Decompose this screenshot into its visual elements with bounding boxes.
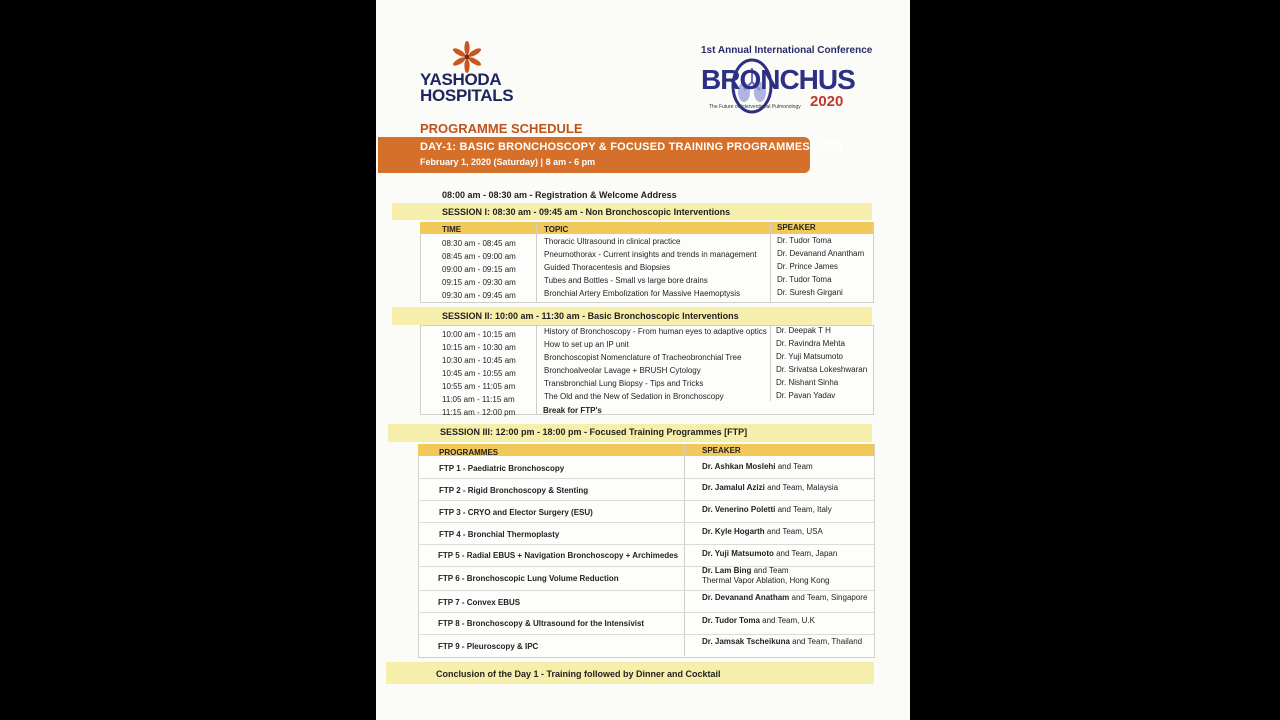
header-programmes: PROGRAMMES [439, 448, 499, 457]
session2-title: SESSION II: 10:00 am - 11:30 am - Basic Bronchoscopic Interventions [442, 311, 739, 321]
speaker-detail: and Team [751, 566, 789, 575]
ftp-speaker [702, 483, 838, 492]
header-topic: TOPIC [544, 225, 569, 234]
speaker-cell: Dr. Pavan Yadav [776, 391, 836, 400]
ftp-speaker [702, 505, 832, 514]
time-cell: 11:05 am - 11:15 am [442, 395, 515, 404]
topic-cell: Tubes and Bottles - Small vs large bore drains [544, 276, 708, 285]
speaker-name: Dr. Devanand Anatham [702, 593, 790, 602]
row-divider [418, 522, 874, 523]
topic-cell: History of Bronchoscopy - From human eyes to adaptive optics [544, 327, 767, 336]
ftp-programme: FTP 9 - Pleuroscopy & IPC [438, 642, 539, 651]
conference-tagline: The Future of Interventional Pulmonology [709, 104, 801, 110]
topic-cell: Transbronchial Lung Biopsy - Tips and Tricks [544, 379, 704, 388]
conclusion-text: Conclusion of the Day 1 - Training followed by Dinner and Cocktail [436, 669, 721, 679]
divider [684, 444, 685, 656]
day-date: February 1, 2020 (Saturday) | 8 am - 6 pm [420, 157, 596, 167]
header-speaker: SPEAKER [777, 223, 816, 232]
topic-cell: Thoracic Ultrasound in clinical practice [544, 237, 681, 246]
time-cell: 08:45 am - 09:00 am [442, 252, 516, 261]
row-divider [418, 612, 874, 613]
speaker-detail: and Team, Thailand [789, 637, 863, 646]
page-title: PROGRAMME SCHEDULE [420, 121, 583, 136]
topic-cell: How to set up an IP unit [544, 340, 629, 349]
speaker-name: Dr. Jamsak Tscheikuna [702, 637, 790, 646]
topic-cell: Pneumothorax - Current insights and trends in management [544, 250, 757, 259]
speaker-name: Dr. Lam Bing [702, 566, 752, 575]
speaker-detail: and Team, Italy [775, 505, 832, 514]
topic-cell: Break for FTP's [543, 406, 602, 415]
day-title: DAY-1: BASIC BRONCHOSCOPY & FOCUSED TRAINING PROGRAMMES [FTP] [420, 141, 843, 153]
time-cell: 10:00 am - 10:15 am [442, 330, 516, 339]
ftp-speaker [702, 616, 815, 625]
header-speaker: SPEAKER [702, 446, 741, 455]
speaker-cell: Dr. Srivatsa Lokeshwaran [776, 365, 868, 374]
row-divider [418, 478, 874, 479]
conference-name: BRONCHUS [701, 64, 855, 95]
topic-cell: Bronchial Artery Embolization for Massive Haemoptysis [544, 289, 741, 298]
time-cell: 09:15 am - 09:30 am [442, 278, 516, 287]
speaker-detail: and Team, Malaysia [764, 483, 839, 492]
ftp-programme: FTP 2 - Rigid Bronchoscopy & Stenting [439, 486, 589, 495]
ftp-speaker [702, 549, 837, 558]
time-cell: 10:55 am - 11:05 am [442, 382, 516, 391]
speaker-cell: Dr. Tudor Toma [777, 275, 832, 284]
speaker-detail: and Team, USA [764, 527, 823, 536]
topic-cell: Bronchoscopist Nomenclature of Tracheobronchial Tree [544, 353, 742, 362]
ftp-programme: FTP 6 - Bronchoscopic Lung Volume Reduction [438, 574, 619, 583]
speaker-detail: and Team, U.K [759, 616, 815, 625]
topic-cell: The Old and the New of Sedation in Bronchoscopy [544, 392, 724, 401]
speaker-cell: Dr. Suresh Girgani [777, 288, 843, 297]
hospital-name-line1: YASHODA [420, 70, 502, 89]
time-cell: 10:15 am - 10:30 am [442, 343, 516, 352]
registration-line: 08:00 am - 08:30 am - Registration & Welcome Address [442, 190, 677, 200]
divider [536, 325, 537, 415]
speaker-cell: Dr. Prince James [777, 262, 838, 271]
conference-subtitle: 1st Annual International Conference [701, 45, 873, 56]
speaker-name: Dr. Tudor Toma [702, 616, 760, 625]
ftp-programme: FTP 3 - CRYO and Elector Surgery (ESU) [439, 508, 593, 517]
ftp-speaker [702, 527, 823, 536]
ftp-programme: FTP 1 - Paediatric Bronchoscopy [439, 464, 565, 473]
conference-year: 2020 [810, 93, 844, 110]
speaker-detail: and Team, Japan [773, 549, 838, 558]
ftp-programme: FTP 7 - Convex EBUS [438, 598, 521, 607]
ftp-speaker [702, 637, 862, 646]
time-cell: 10:30 am - 10:45 am [442, 356, 516, 365]
time-cell: 09:30 am - 09:45 am [442, 291, 516, 300]
row-divider [418, 566, 874, 567]
speaker-cell: Dr. Deepak T H [776, 326, 831, 335]
speaker-cell: Dr. Devanand Anantham [777, 249, 865, 258]
yashoda-flower-logo-icon [449, 40, 485, 74]
speaker-cell: Dr. Nishant Sinha [776, 378, 839, 387]
session3-title: SESSION III: 12:00 pm - 18:00 pm - Focused Training Programmes [FTP] [440, 427, 748, 437]
divider [536, 222, 537, 302]
header-time: TIME [442, 225, 462, 234]
speaker-cell: Dr. Tudor Toma [777, 236, 832, 245]
session1-title: SESSION I: 08:30 am - 09:45 am - Non Bronchoscopic Interventions [442, 207, 731, 217]
speaker-name: Dr. Venerino Poletti [702, 505, 776, 514]
speaker-cell: Dr. Ravindra Mehta [776, 339, 845, 348]
speaker-cell: Dr. Yuji Matsumoto [776, 352, 843, 361]
row-divider [418, 634, 874, 635]
time-cell: 09:00 am - 09:15 am [442, 265, 516, 274]
schedule-page [376, 0, 910, 720]
speaker-name: Dr. Kyle Hogarth [702, 527, 765, 536]
time-cell: 10:45 am - 10:55 am [442, 369, 516, 378]
ftp-programme: FTP 5 - Radial EBUS + Navigation Bronchoscopy + Archimedes [438, 551, 679, 560]
speaker-detail: and Team [775, 462, 813, 471]
topic-cell: Bronchoalveolar Lavage + BRUSH Cytology [544, 366, 701, 375]
ftp-speaker [702, 566, 789, 575]
ftp-speaker-extra: Thermal Vapor Ablation, Hong Kong [702, 576, 830, 585]
speaker-name: Dr. Jamalul Azizi [702, 483, 765, 492]
ftp-programme: FTP 4 - Bronchial Thermoplasty [439, 530, 560, 539]
topic-cell: Guided Thoracentesis and Biopsies [544, 263, 671, 272]
speaker-name: Dr. Yuji Matsumoto [702, 549, 774, 558]
row-divider [418, 590, 874, 591]
speaker-name: Dr. Ashkan Moslehi [702, 462, 776, 471]
speaker-detail: and Team, Singapore [789, 593, 868, 602]
divider [770, 222, 771, 302]
ftp-speaker [702, 462, 813, 471]
hospital-name [420, 72, 513, 104]
divider [770, 325, 771, 401]
ftp-speaker [702, 593, 867, 602]
row-divider [418, 544, 874, 545]
row-divider [418, 500, 874, 501]
time-cell: 08:30 am - 08:45 am [442, 239, 516, 248]
hospital-name-line2: HOSPITALS [420, 86, 514, 105]
time-cell: 11:15 am - 12:00 pm [442, 408, 516, 417]
ftp-programme: FTP 8 - Bronchoscopy & Ultrasound for the Intensivist [438, 619, 645, 628]
